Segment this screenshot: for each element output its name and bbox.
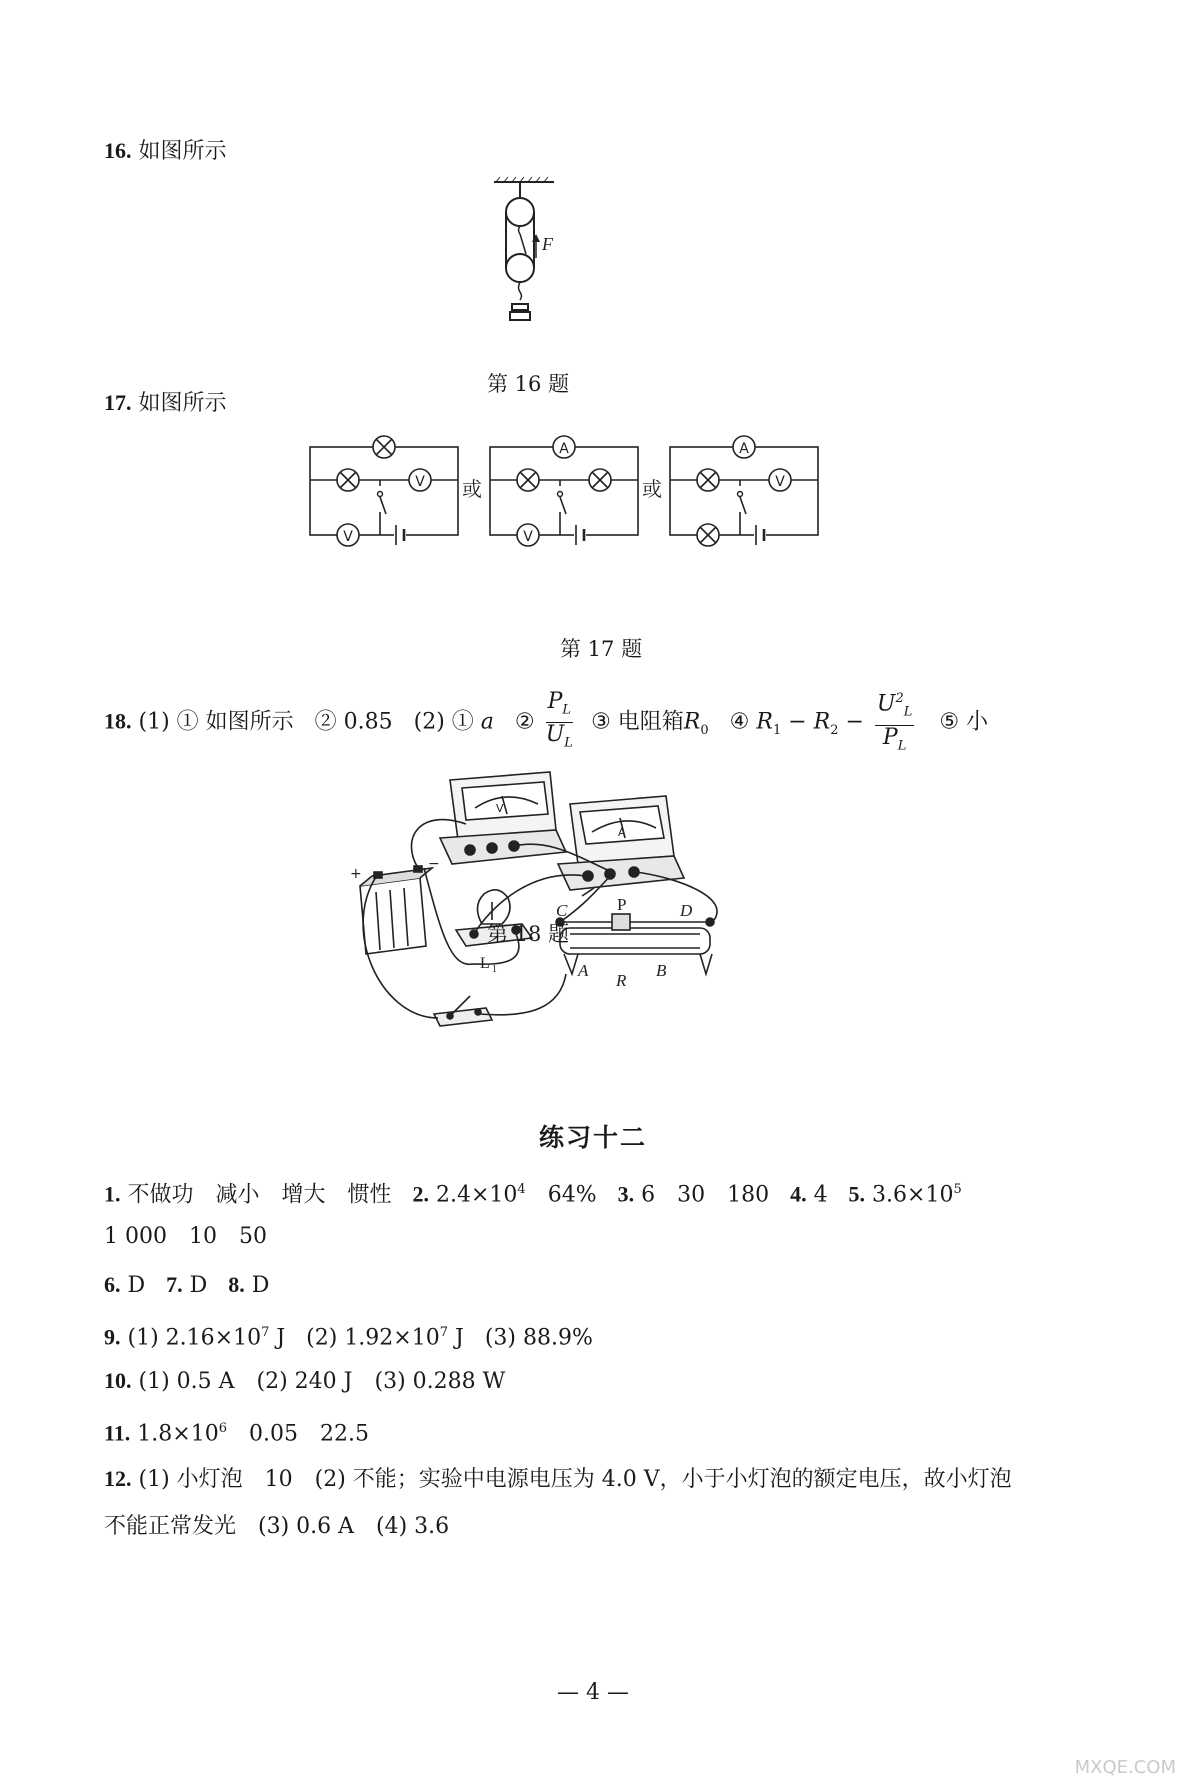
switch-device (434, 996, 492, 1026)
q17-caption: 第 17 题 (560, 637, 643, 661)
q18-part1: (1) ① 如图所示 (138, 709, 294, 735)
svg-text:V: V (496, 802, 504, 815)
q18-label: 18. (104, 708, 132, 734)
q18-caption: 第 18 题 (487, 922, 570, 946)
q18-part2: ② 0.85 (314, 709, 393, 735)
voltmeter-device (440, 772, 566, 864)
answer-line-7: 12. (1) 小灯泡 10 (2) 不能；实验中电源电压为 4.0 V，小于小灯泡的额定电压，故小灯泡 (104, 1466, 1012, 1492)
q18-var-a: a (480, 709, 494, 735)
ammeter-device (558, 796, 684, 890)
svg-text:+: + (350, 866, 362, 882)
q17-text: 如图所示 (138, 391, 227, 416)
watermark-logo: MXQE.COM (1074, 1757, 1176, 1778)
q18-part3: (2) ① (413, 709, 481, 735)
voltmeter-symbol: V (343, 529, 353, 545)
rheostat-device (556, 895, 714, 990)
svg-text:L: L (480, 955, 490, 972)
experiment-apparatus-figure (350, 768, 820, 1038)
q17-line (104, 388, 227, 419)
answer-line-2: 1 000 10 50 (104, 1224, 267, 1249)
q18-line: 18. (1) ① 如图所示 ② 0.85 (2) ① a ② $\frac{P_L}{U_L}$ ③ 电阻箱$R_0$ ④ $R_1 - R_2$ − $\frac{U^2_L}{P_L}$ ⑤ 小 (104, 687, 988, 758)
svg-text:1: 1 (492, 964, 497, 975)
answer-line-4: 9. (1) $2.16\times 10^7$ J (2) $1.92\times 10^7$ J (3) 88.9% (104, 1324, 593, 1351)
circuit-2 (490, 436, 638, 546)
q18-part5: ③ 电阻箱 (591, 709, 684, 735)
circuit-diagrams (310, 430, 1020, 560)
svg-text:C: C (556, 901, 568, 920)
svg-text:D: D (680, 901, 693, 920)
answer-line-8: 不能正常发光 (3) 0.6 A (4) 3.6 (104, 1514, 450, 1539)
answer-line-6: 11. $1.8\times 10^6$ 0.05 22.5 (104, 1420, 369, 1447)
voltmeter-symbol: V (775, 474, 785, 490)
q16-caption: 第 16 题 (487, 372, 570, 396)
svg-text:−: − (428, 856, 440, 872)
page-number: — 4 — (557, 1680, 629, 1705)
q18-part6: ④ (729, 709, 750, 735)
voltmeter-symbol: V (415, 474, 425, 490)
q16-line (104, 136, 227, 167)
svg-text:A: A (578, 961, 589, 980)
svg-text:P: P (617, 895, 627, 914)
circuit-3 (670, 436, 818, 546)
force-label: F (542, 234, 553, 254)
section-title: 练习十二 (538, 1123, 647, 1152)
svg-text:R: R (616, 971, 627, 990)
or-text: 或 (642, 477, 662, 501)
pulley-figure (480, 176, 600, 336)
fraction-p-over-u: $\frac{P_L}{U_L}$ (545, 688, 573, 751)
q16-label: 16. (104, 138, 132, 163)
circuit-1 (310, 436, 458, 546)
voltmeter-symbol: V (523, 529, 533, 545)
svg-text:B: B (656, 961, 667, 980)
answer-line-3: 6. D 7. D 8. D (104, 1272, 270, 1298)
q18-part7: ⑤ 小 (939, 709, 989, 735)
ammeter-symbol: A (739, 441, 749, 457)
ammeter-symbol: A (559, 441, 569, 457)
answer-line-5: 10. (1) 0.5 A (2) 240 J (3) 0.288 W (104, 1368, 506, 1394)
q17-label: 17. (104, 390, 132, 415)
fraction-u2-over-p: $\frac{U^2_L}{P_L}$ (875, 687, 914, 758)
or-text: 或 (462, 477, 482, 501)
svg-text:A: A (618, 826, 626, 839)
answer-line-1: 1. 不做功 减小 增大 惯性 2. $2.4\times 10^4$ 64% 3. 6 30 180 4. 4 5. $3.6\times 10^5$ (104, 1181, 962, 1208)
q16-text: 如图所示 (138, 139, 227, 164)
q18-part4: ② (514, 709, 535, 735)
